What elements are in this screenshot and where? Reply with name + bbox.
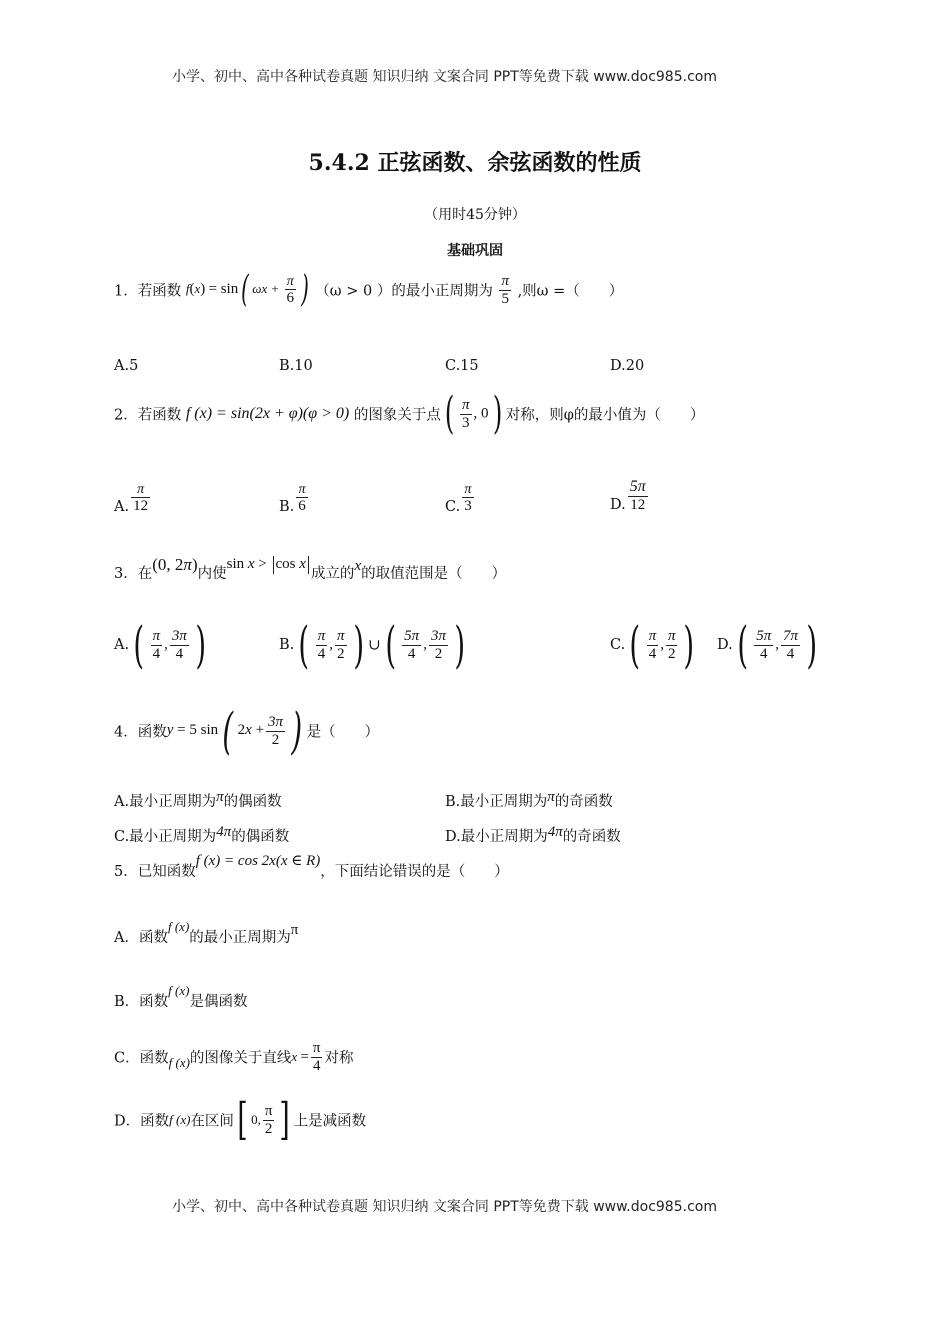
q4-option-c: C.最小正周期为4π的偶函数: [114, 824, 290, 845]
q3-mid: 内使: [197, 566, 227, 582]
q1-condition: （ω > 0 ）的最小正周期为: [315, 283, 493, 300]
q4-tail: 是（ ）: [306, 724, 380, 741]
q4-option-b: B.最小正周期为π的奇函数: [445, 789, 613, 810]
q3-tail: 成立的: [310, 566, 355, 582]
q2-option-a: A. $\frac{\pi}{12}$: [114, 482, 149, 515]
q5-option-d: D．函数f (x)在区间[ 0, $\frac{\pi}{2}$ ] 上是减函数: [114, 1094, 367, 1145]
q3-option-b: B.( $\frac{\pi}{4}$ , $\frac{\pi}{2}$ ) ∪( $\frac{5\pi}{4}$ , $\frac{3\pi}{2}$ ): [279, 616, 466, 674]
question-4: [114, 702, 380, 760]
q3-inequality: sin x > cos x: [227, 556, 311, 572]
section-heading: 基础巩固: [447, 243, 503, 259]
q3-option-c: C.( $\frac{\pi}{4}$ , $\frac{\pi}{2}$ ): [610, 616, 695, 674]
q2-option-b: B. $\frac{\pi}{6}$: [279, 482, 306, 515]
q1-function: f(x) = sin( ωx + $\frac{\pi}{6}$ ): [185, 269, 309, 310]
q1-period: $\frac{\pi}{5}$: [501, 273, 509, 307]
q1-prefix: 1．若函数: [114, 283, 182, 300]
question-1: [114, 269, 624, 310]
q1-option-c: C.15: [445, 358, 479, 374]
page-footer: 小学、初中、高中各种试卷真题 知识归纳 文案合同 PPT等免费下载 www.doc985.com: [172, 1199, 717, 1215]
q3-option-d: D.( $\frac{5\pi}{4}$ , $\frac{7\pi}{4}$ ): [717, 616, 818, 674]
q3-tail2: 的取值范围是（ ）: [361, 566, 507, 582]
q1-tail: ,则ω =（ ）: [517, 283, 624, 300]
q3-option-a: A.( $\frac{\pi}{4}$ , $\frac{3\pi}{4}$ ): [114, 616, 207, 674]
q4-prefix: 4．函数: [114, 724, 167, 741]
q5-prefix: 5．已知函数: [114, 864, 196, 880]
q3-interval: (0, 2π): [152, 554, 198, 574]
question-3: 3．在(0, 2π)内使sin x > cos x成立的x的取值范围是（ ）: [114, 554, 507, 582]
q4-function: y = 5 sin( 2x + $\frac{3\pi}{2}$ ): [166, 702, 303, 760]
q1-option-b: B.10: [279, 358, 313, 374]
q4-option-d: D.最小正周期为4π的奇函数: [445, 824, 621, 845]
q4-option-a: A.最小正周期为π的偶函数: [114, 789, 282, 810]
page-header: 小学、初中、高中各种试卷真题 知识归纳 文案合同 PPT等免费下载 www.doc985.com: [172, 69, 717, 85]
q3-prefix: 3．在: [114, 566, 153, 582]
q2-prefix: 2．若函数: [114, 407, 182, 424]
q2-mid: 的图象关于点: [353, 407, 441, 424]
q1-option-a: A.5: [114, 358, 139, 374]
q1-option-d: D.20: [610, 358, 645, 374]
q2-option-d: D. $\frac{5\pi}{12}$: [610, 478, 646, 514]
time-note: （用时45分钟）: [424, 207, 526, 223]
q5-function: f (x) = cos 2x(x ∈ R): [195, 853, 321, 869]
q2-tail: 对称，则φ的最小值为（ ）: [505, 407, 705, 424]
q2-option-c: C. $\frac{\pi}{3}$: [445, 482, 472, 515]
q5-option-a: A．函数f (x)的最小正周期为π: [114, 918, 299, 946]
question-5: [114, 853, 509, 881]
document-title: 5.4.2 正弦函数、余弦函数的性质: [308, 150, 642, 176]
q2-function: f (x) = sin(2x + φ)(φ > 0): [185, 405, 350, 422]
q5-option-c: C．函数f (x)的图像关于直线x = $\frac{\pi}{4}$ 对称: [114, 1040, 354, 1074]
q5-option-b: B．函数f (x)是偶函数: [114, 982, 248, 1010]
q5-tail: ，下面结论错误的是（ ）: [320, 864, 509, 880]
question-2: 2．若函数 f (x) = sin(2x + φ)(φ > 0) 的图象关于点( $\frac{\pi}{3}$ , 0) 对称，则φ的最小值为（ ）: [114, 388, 705, 439]
